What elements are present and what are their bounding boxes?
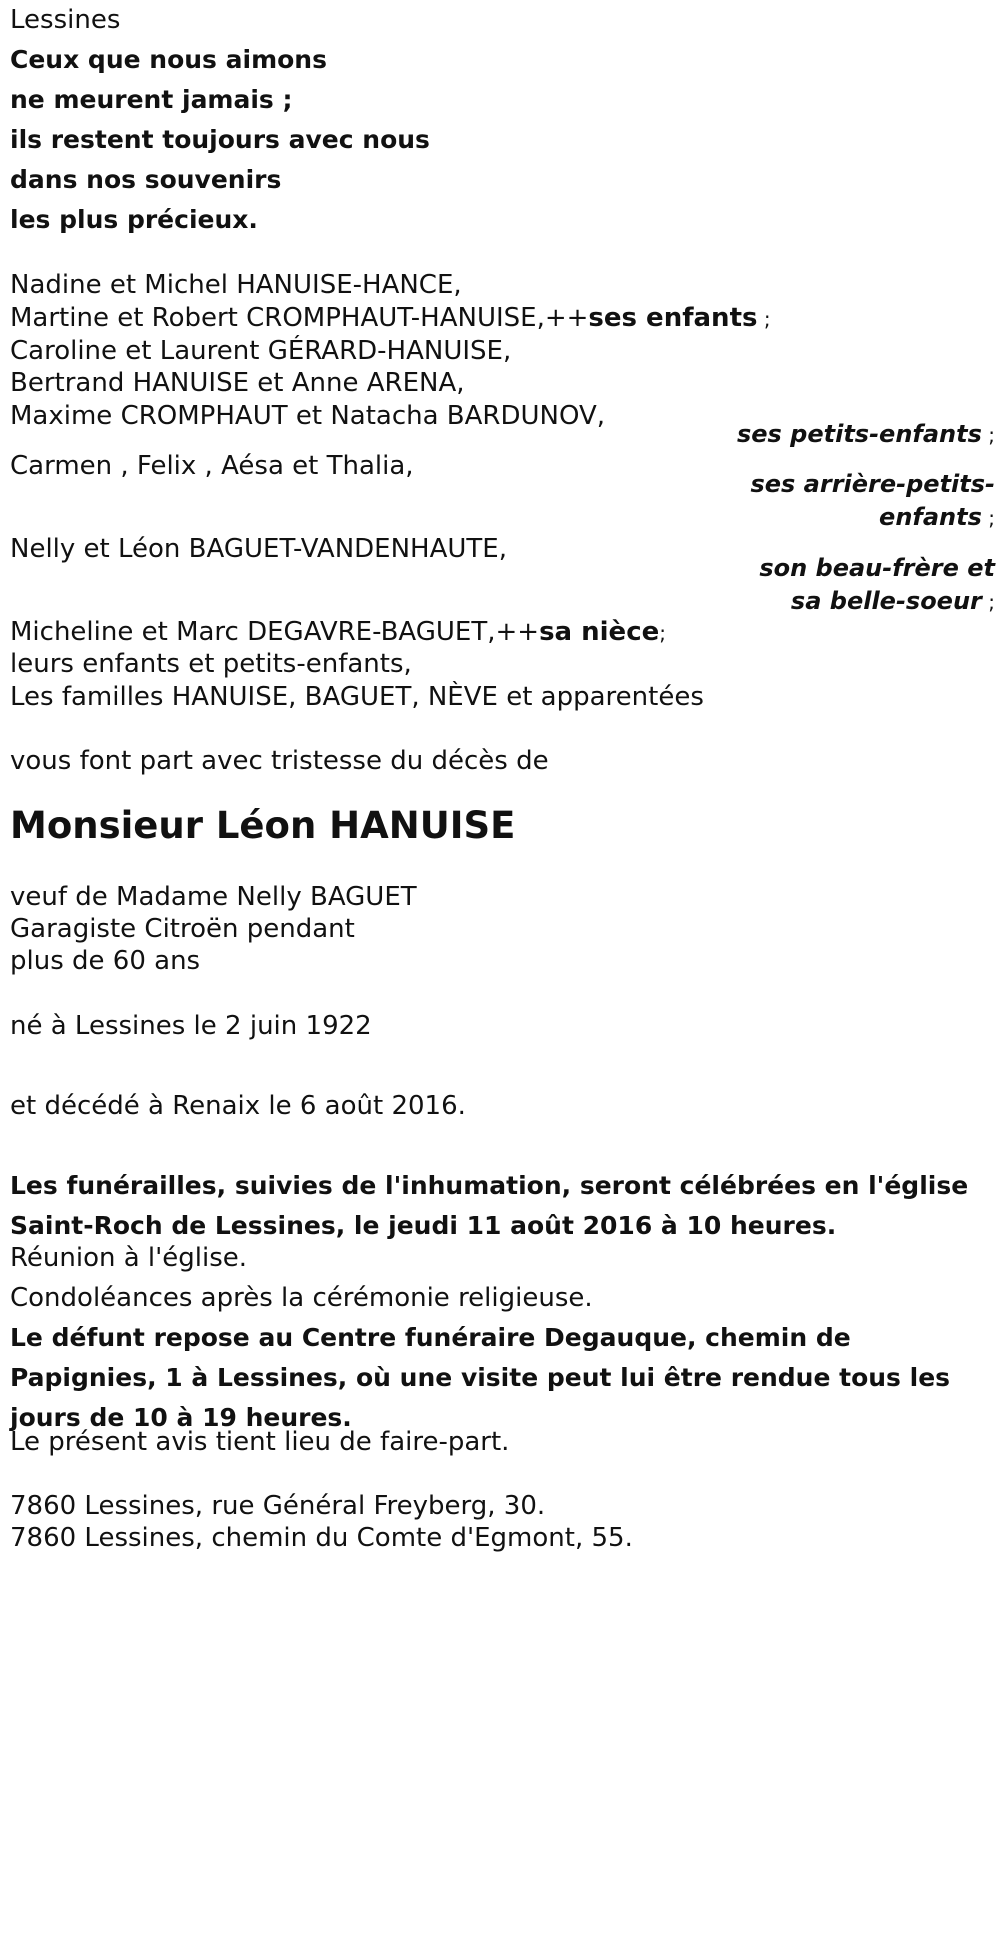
their-children-line: leurs enfants et petits-enfants, (10, 649, 412, 679)
children-semicolon: ; (757, 307, 771, 331)
niece-name: Micheline et Marc DEGAVRE-BAGUET,++ (10, 617, 540, 647)
great-grandchildren-label-2-text: enfants (879, 503, 982, 531)
great-grandchildren-label-1: ses arrière-petits- (750, 470, 995, 498)
great-grandchildren-semicolon: ; (981, 506, 995, 530)
address-line-1: 7860 Lessines, rue Général Freyberg, 30. (10, 1491, 546, 1521)
great-grandchildren-label-2 (879, 497, 995, 538)
notice-line: Le présent avis tient lieu de faire-part. (10, 1427, 510, 1457)
in-laws-label-2 (791, 581, 995, 622)
grandchildren-semicolon: ; (981, 423, 995, 447)
children-label: ses enfants (588, 303, 758, 333)
children-line-1: Nadine et Michel HANUISE-HANCE, (10, 270, 462, 300)
death-line: et décédé à Renaix le 6 août 2016. (10, 1091, 466, 1121)
location: Lessines (10, 5, 121, 35)
grandchildren-label-text: ses petits-enfants (736, 420, 982, 448)
grandchildren-line-2: Bertrand HANUISE et Anne ARENA, (10, 368, 465, 398)
poem-line-4: dans nos souvenirs (10, 165, 282, 194)
funeral-visitation: Le défunt repose au Centre funéraire Degauque, chemin de Papignies, 1 à Lessines, où une visite peut lui être rendue tous les jours de 10 à 19 heures. (10, 1323, 951, 1432)
children-name: Martine et Robert CROMPHAUT-HANUISE,++ (10, 303, 589, 333)
in-laws-semicolon: ; (981, 590, 995, 614)
poem-line-1: Ceux que nous aimons (10, 45, 327, 74)
poem-line-5: les plus précieux. (10, 205, 258, 234)
widower-line: veuf de Madame Nelly BAGUET (10, 882, 417, 912)
niece-semicolon: ; (659, 621, 666, 645)
great-grandchildren-line: Carmen , Felix , Aésa et Thalia, (10, 451, 414, 481)
poem-line-2: ne meurent jamais ; (10, 85, 293, 114)
grandchildren-line-3: Maxime CROMPHAUT et Natacha BARDUNOV, (10, 401, 606, 431)
profession-line-2: plus de 60 ans (10, 946, 201, 976)
grandchildren-label (737, 414, 995, 455)
announcement: vous font part avec tristesse du décès de (10, 746, 549, 776)
funeral-meeting: Réunion à l'église. (10, 1243, 248, 1273)
niece-label: sa nièce (539, 617, 660, 647)
families-line: Les familles HANUISE, BAGUET, NÈVE et apparentées (10, 682, 704, 712)
in-laws-line: Nelly et Léon BAGUET-VANDENHAUTE, (10, 534, 507, 564)
profession-line-1: Garagiste Citroën pendant (10, 914, 355, 944)
funeral-ceremony: Les funérailles, suivies de l'inhumation, seront célébrées en l'église Saint-Roch de Lessines, le jeudi 11 août 2016 à 10 heures. (10, 1171, 969, 1240)
address-line-2: 7860 Lessines, chemin du Comte d'Egmont, 55. (10, 1523, 633, 1553)
poem-line-3: ils restent toujours avec nous (10, 125, 430, 154)
grandchildren-line-1: Caroline et Laurent GÉRARD-HANUISE, (10, 336, 512, 366)
in-laws-label-2-text: sa belle-soeur (790, 587, 982, 615)
in-laws-label-1: son beau-frère et (759, 554, 995, 582)
funeral-condolences: Condoléances après la cérémonie religieuse. (10, 1283, 593, 1313)
deceased-name: Monsieur Léon HANUISE (10, 804, 516, 847)
birth-line: né à Lessines le 2 juin 1922 (10, 1011, 372, 1041)
